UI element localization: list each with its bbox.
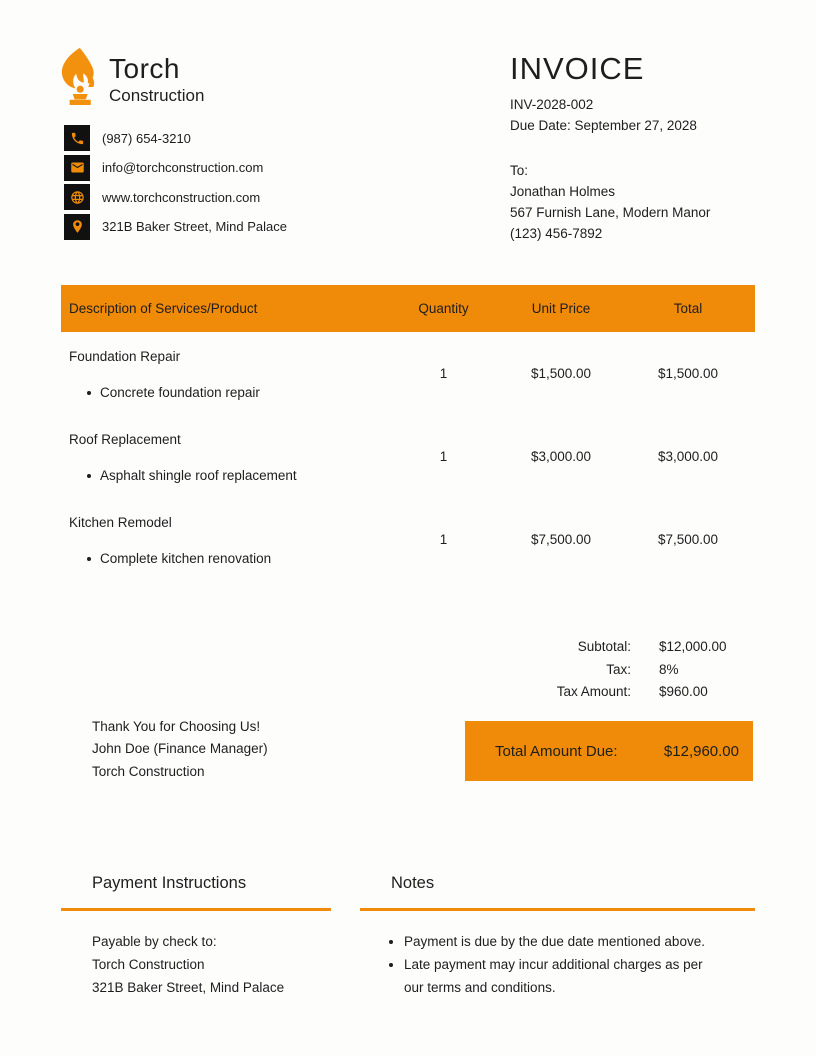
table-row — [61, 415, 755, 498]
item-detail — [69, 467, 386, 484]
item-detail — [69, 550, 386, 567]
items-table — [61, 285, 755, 581]
tax-row — [61, 659, 755, 682]
header-quantity: Quantity — [418, 301, 469, 316]
payment-line: Torch Construction — [92, 956, 205, 972]
torch-logo-icon — [56, 46, 100, 106]
item-total: $3,000.00 — [657, 449, 719, 464]
brand-names — [109, 53, 204, 106]
item-total: $1,500.00 — [657, 366, 719, 381]
subtotal-value: $12,000.00 — [659, 639, 727, 654]
item-total: $7,500.00 — [657, 532, 719, 547]
item-unit-price: $7,500.00 — [530, 532, 592, 547]
total-due-label: Total Amount Due: — [495, 742, 618, 760]
to-label: To: — [510, 163, 529, 178]
divider — [360, 908, 755, 911]
payment-line: Payable by check to: — [92, 934, 217, 949]
item-detail-text: Complete kitchen renovation — [100, 551, 272, 566]
tax-label: Tax: — [606, 661, 631, 677]
contact-address — [64, 214, 287, 240]
totals-block — [61, 636, 755, 704]
email-icon — [64, 155, 90, 181]
location-icon — [64, 214, 90, 240]
thank-you-block — [92, 716, 268, 783]
note-item: Payment is due by the due date mentioned above. — [389, 931, 719, 954]
contact-email — [64, 155, 287, 181]
payment-instructions-title: Payment Instructions — [92, 874, 247, 892]
thank-you-line: Thank You for Choosing Us! — [92, 719, 261, 734]
item-unit-price: $1,500.00 — [530, 366, 592, 381]
brand-block — [56, 46, 204, 106]
total-due-value: $12,960.00 — [663, 742, 739, 760]
email-address: info@torchconstruction.com — [102, 160, 264, 175]
item-description-cell — [61, 498, 386, 581]
total-amount-due-banner — [465, 721, 753, 781]
street-address: 321B Baker Street, Mind Palace — [102, 219, 287, 234]
brand-name: Torch — [109, 53, 180, 84]
brand-tagline: Construction — [109, 86, 205, 105]
bill-to-block — [510, 160, 710, 244]
item-quantity: 1 — [439, 532, 448, 547]
notes-section — [360, 872, 755, 999]
header-description: Description of Services/Product — [69, 301, 258, 316]
invoice-title: INVOICE — [510, 51, 645, 86]
item-quantity: 1 — [439, 449, 448, 464]
subtotal-label: Subtotal: — [577, 639, 631, 654]
table-row — [61, 332, 755, 415]
payment-line: 321B Baker Street, Mind Palace — [92, 979, 285, 995]
tax-amount-value: $960.00 — [659, 684, 708, 700]
tax-amount-row — [61, 681, 755, 704]
payment-instructions-body — [61, 931, 331, 999]
recipient-name: Jonathan Holmes — [510, 184, 616, 199]
notes-list — [360, 931, 719, 999]
notes-title: Notes — [391, 874, 435, 892]
signatory-line: John Doe (Finance Manager) — [92, 741, 268, 757]
invoice-header — [510, 52, 710, 244]
tax-amount-label: Tax Amount: — [556, 684, 631, 700]
item-description-cell — [61, 332, 386, 415]
item-detail-text: Asphalt shingle roof replacement — [100, 468, 297, 483]
company-line: Torch Construction — [92, 763, 205, 779]
item-detail-text: Concrete foundation repair — [100, 385, 260, 400]
table-header-row — [61, 285, 755, 332]
website-url: www.torchconstruction.com — [102, 189, 261, 205]
item-detail — [69, 384, 386, 401]
bullet-icon — [87, 557, 91, 561]
globe-icon — [64, 184, 90, 210]
contact-phone — [64, 125, 287, 151]
recipient-phone: (123) 456-7892 — [510, 226, 603, 241]
item-title: Foundation Repair — [69, 349, 181, 364]
contact-list — [64, 125, 287, 243]
contact-website — [64, 184, 287, 210]
item-title: Kitchen Remodel — [69, 515, 172, 530]
bullet-icon — [87, 474, 91, 478]
payment-instructions-section — [61, 872, 331, 999]
item-unit-price: $3,000.00 — [530, 449, 592, 464]
note-item: Late payment may incur additional charges as per our terms and conditions. — [389, 954, 719, 1000]
item-quantity: 1 — [439, 366, 448, 381]
header-total: Total — [673, 301, 703, 316]
subtotal-row — [61, 636, 755, 659]
invoice-due-date: Due Date: September 27, 2028 — [510, 118, 697, 133]
tax-value: 8% — [659, 661, 679, 677]
item-description-cell — [61, 415, 386, 498]
table-row — [61, 498, 755, 581]
phone-number: (987) 654-3210 — [102, 130, 191, 146]
recipient-address: 567 Furnish Lane, Modern Manor — [510, 205, 711, 220]
phone-icon — [64, 125, 90, 151]
divider — [61, 908, 331, 911]
header-unit-price: Unit Price — [531, 301, 591, 316]
item-title: Roof Replacement — [69, 432, 181, 447]
invoice-number: INV-2028-002 — [510, 97, 594, 112]
bullet-icon — [87, 391, 91, 395]
